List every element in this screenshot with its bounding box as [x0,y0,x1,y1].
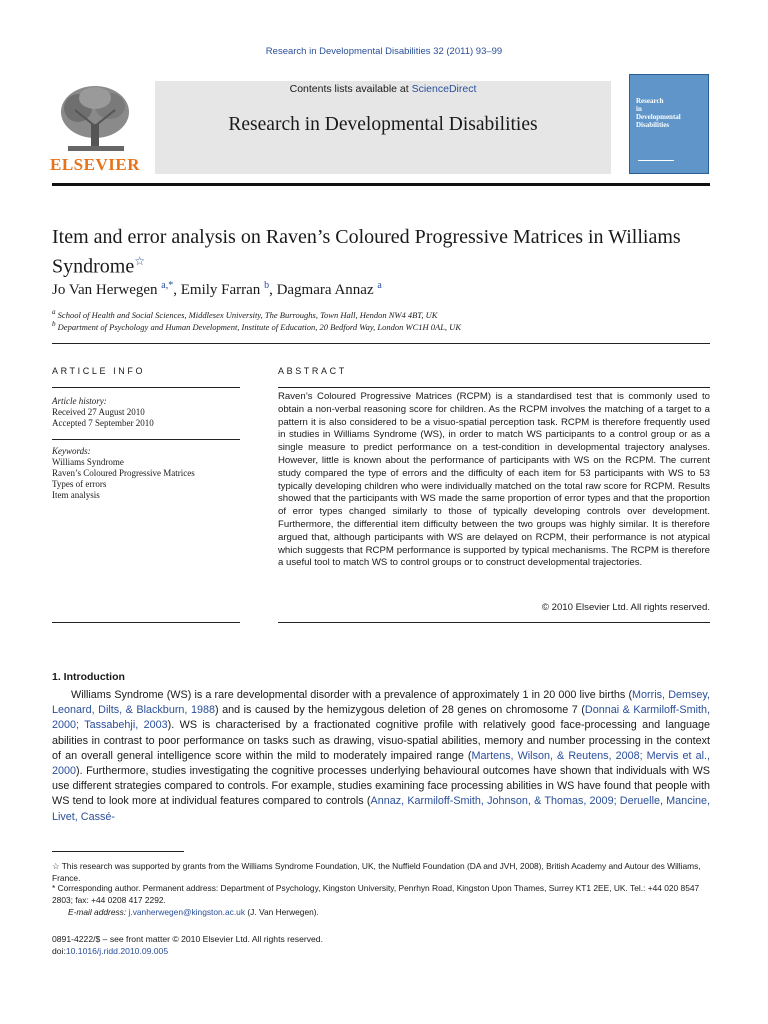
introduction-paragraph [52,688,710,825]
article-info-heading: ARTICLE INFO [52,366,146,376]
affiliation-text: Department of Psychology and Human Development, Institute of Education, 20 Bedford Way, London WC1H 0AL, UK [57,321,461,332]
issn-line: 0891-4222/$ – see front matter © 2010 Elsevier Ltd. All rights reserved. [52,934,323,944]
journal-cover-bar [638,160,674,161]
abstract-text: Raven’s Coloured Progressive Matrices (RCPM) is a standardised test that is commonly used to obtain a non-verbal reasoning score for children. As the RCPM involves the matching of a target to a pattern it is also considered to be a visuo-spatial perception task. RCPM is therefore frequently used in studies in Williams Syndrome (WS), in order to match WS participants to a control group or as a single measure to predict performance on a test-condition in developmental trajectory analyses. However, little is known about the performance of participants with WS on the RCPM. The current study compared the type of errors and the difficulty of each item for 53 participants with WS to 53 typically developing children who were individually matched on the total raw score for RCPM. Results showed that the participants with WS made the same proportion of error types and that the proportion of error types changed similarly to those of typically developing controls over development. Furthermore, the differential item difficulty between the two groups was highly similar. It is therefore argued that, although participants with WS are delayed on RCPM, their performance is not atypical which suggests that RCPM performance is supported by typical mechanisms. The RCPM is therefore a useful tool to match WS to control groups or to construct developmental trajectories. [278,391,710,569]
citation-link[interactable]: Martens, Wilson, & Reutens, 2008; Mervis et al., 2000 [52,749,711,778]
email-link[interactable]: j.vanherwegen@kingston.ac.uk [128,907,246,917]
keyword-item: Types of errors [52,479,107,489]
article-title [52,225,710,279]
author-name: Emily Farran [180,282,261,298]
footnote-text: This research was supported by grants from the Williams Syndrome Foundation, UK, the Nuffield Foundation (DA and JVH, 2008), British Academy and Autour des Williams, France. [52,861,701,883]
footnote-corresponding-author [52,883,710,906]
footnote-email [52,907,726,919]
author-affiliation-mark[interactable]: a,* [161,280,174,291]
body-text: ) and is caused by the hemizygous deletion of 28 genes on chromosome 7 ( [214,704,585,717]
footnote-funding [52,861,710,884]
keywords-label: Keywords: [52,446,91,456]
contents-line [155,83,611,95]
citation-link[interactable]: Annaz, Karmiloff-Smith, Johnson, & Thomas, 2009; Deruelle, Mancine, Livet, Cassé- [52,795,710,823]
keyword-item: Williams Syndrome [52,457,124,467]
footnote-mark: ☆ [52,861,60,871]
email-suffix: (J. Van Herwegen). [245,907,319,917]
author-affiliation-mark[interactable]: b [264,280,270,291]
author-name: Jo Van Herwegen [52,282,158,298]
journal-cover-text: Research in Developmental Disabilities [636,97,681,129]
received-date: Received 27 August 2010 [52,407,145,417]
info-rule [52,439,240,440]
accepted-date: Accepted 7 September 2010 [52,418,154,428]
article-title-text: Item and error analysis on Raven’s Coloured Progressive Matrices in Williams Syndrome [52,226,681,278]
abstract-rule [278,387,710,388]
abstract-rule [278,622,710,623]
affiliation-b [52,320,710,332]
header-rule [52,183,710,186]
author-list [52,280,710,299]
abstract-heading: ABSTRACT [278,366,347,376]
email-label: E-mail address: [68,907,127,917]
doi-link[interactable]: 10.1016/j.ridd.2010.09.005 [65,946,169,956]
journal-reference[interactable]: Research in Developmental Disabilities 32 (2011) 93–99 [265,46,503,57]
title-rule [52,343,710,344]
author-separator: , [269,282,277,298]
doi-label: doi: [52,946,66,956]
affiliation-mark: b [52,320,56,328]
section-heading-introduction: 1. Introduction [52,671,125,683]
doi-line [52,946,168,956]
footnote-rule [52,851,184,852]
keyword-item: Raven’s Coloured Progressive Matrices [52,468,195,478]
author-separator: , [173,282,181,298]
introduction-body [52,688,710,825]
body-text: ). Furthermore, studies investigating the cognitive processes underlying behavioural outcomes have shown that individuals with WS use different strategies compared to controls. For example, studies examining face processing abilities in WS have found that people with WS tend to look more at individual features compared to controls ( [52,765,710,808]
citation-link[interactable]: Morris, Demsey, Leonard, Dilts, & Blackburn, 1988 [52,689,710,717]
copyright-notice: © 2010 Elsevier Ltd. All rights reserved. [541,602,710,613]
info-rule [52,387,240,388]
author-name: Dagmara Annaz [276,282,374,298]
affiliation-text: School of Health and Social Sciences, Middlesex University, The Burroughs, Town Hall, Hendon NW4 4BT, UK [57,309,438,320]
contents-prefix: Contents lists available at [289,83,412,95]
sciencedirect-link[interactable]: ScienceDirect [411,83,477,95]
article-history-label: Article history: [52,396,107,406]
title-footnote-star[interactable]: ☆ [134,254,145,268]
footnote-text: Corresponding author. Permanent address: Department of Psychology, Kingston University, Penrhyn Road, Kingston Upon Thames, Surrey KT1 2EE, UK. Tel.: +44 020 8547 2803; fax: +44 0208 417 2292. [52,883,700,905]
body-text: ). WS is characterised by a fractionated cognitive profile with relatively good face-processing and language abilities in contrast to poor performance on tasks such as drawing, visuo-spatial abilities, memory and number processing in the context of an overall general intelligence score within the mild to moderately impaired range ( [52,719,710,762]
affiliation-mark: a [52,308,56,316]
author-affiliation-mark[interactable]: a [377,280,382,291]
citation-link[interactable]: Donnai & Karmiloff-Smith, 2000; Tassabehji, 2003 [52,704,710,732]
body-text: Williams Syndrome (WS) is a rare developmental disorder with a prevalence of approximately 1 in 20 000 live births ( [71,689,633,701]
journal-title: Research in Developmental Disabilities [228,114,538,135]
affiliation-a [52,308,710,320]
keyword-item: Item analysis [52,490,100,500]
footnote-mark: * [52,883,56,893]
info-rule [52,622,240,623]
elsevier-wordmark: ELSEVIER [50,155,140,174]
